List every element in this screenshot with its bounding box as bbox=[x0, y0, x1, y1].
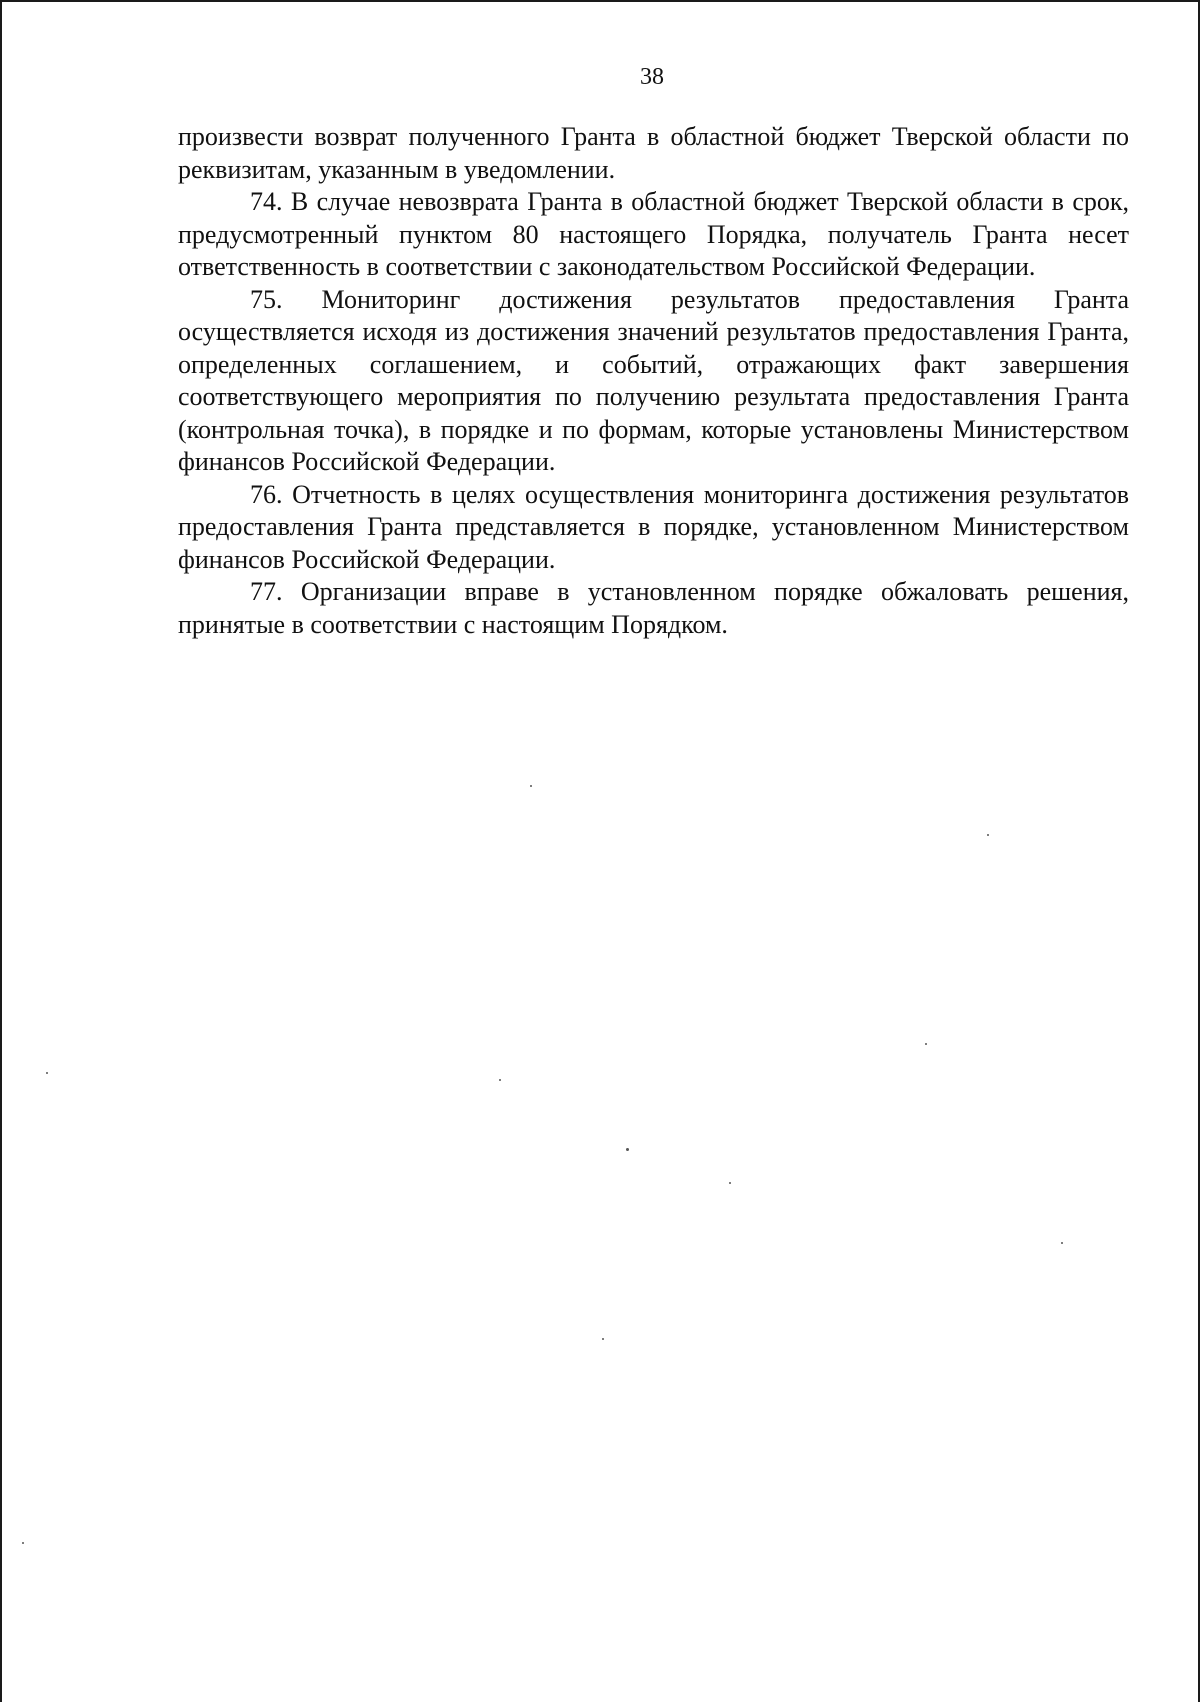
document-body bbox=[178, 121, 1129, 641]
scan-speck bbox=[499, 1079, 501, 1081]
scan-speck bbox=[729, 1182, 731, 1184]
scan-speck bbox=[1061, 1242, 1063, 1244]
scan-speck bbox=[987, 834, 989, 836]
paragraph-continuation: произвести возврат полученного Гранта в областной бюджет Тверской области по реквизитам, указанным в уведомлении. bbox=[178, 122, 1129, 184]
scan-speck bbox=[925, 1043, 927, 1045]
paragraph-75: 75. Мониторинг достижения результатов предоставления Гранта осуществляется исходя из достижения значений результатов предоставления Гранта, определенных соглашением, и событий, отражающих факт завершения соответствующего мероприятия по получению результата предоставления Гранта (контрольная точка), в порядке и по формам, которые установлены Министерством финансов Российской Федерации. bbox=[178, 284, 1129, 476]
page-number: 38 bbox=[640, 64, 664, 90]
scan-speck bbox=[46, 1072, 48, 1074]
scan-speck bbox=[626, 1148, 629, 1151]
paragraph-77: 77. Организации вправе в установленном порядке обжаловать решения, принятые в соответствии с настоящим Порядком. bbox=[178, 577, 1129, 639]
paragraph-74: 74. В случае невозврата Гранта в областной бюджет Тверской области в срок, предусмотренный пунктом 80 настоящего Порядка, получатель Гранта несет ответственность в соответствии с законодательством Российской Федерации. bbox=[178, 187, 1129, 281]
scan-speck bbox=[22, 1542, 24, 1544]
scan-speck bbox=[530, 785, 532, 787]
paragraph-76: 76. Отчетность в целях осуществления мониторинга достижения результатов предоставления Гранта представляется в порядке, установленном Министерством финансов Российской Федерации. bbox=[178, 479, 1129, 574]
scan-speck bbox=[602, 1338, 604, 1340]
